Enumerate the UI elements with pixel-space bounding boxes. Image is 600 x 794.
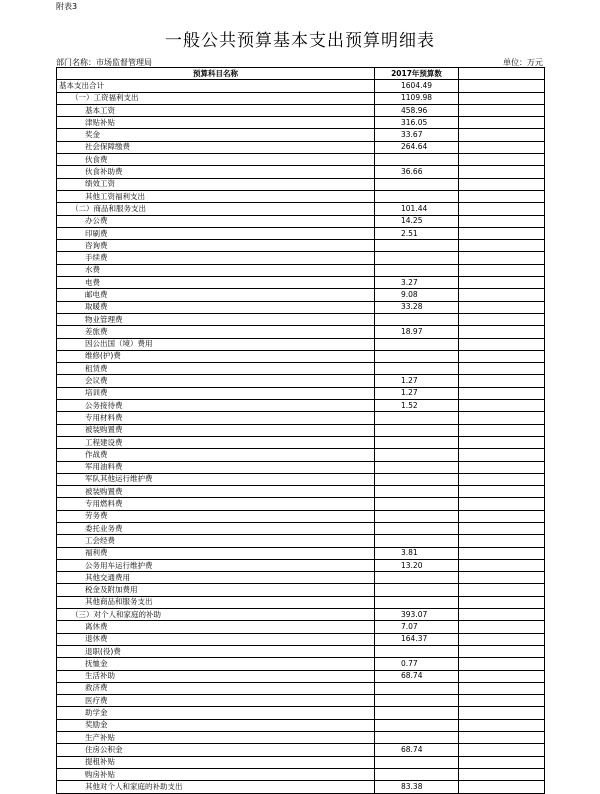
department-label: 部门名称：市场监督管理局 (56, 58, 152, 67)
table-row (57, 166, 545, 178)
row-value: 33.28 (375, 301, 459, 313)
table-row (57, 227, 545, 239)
row-value (375, 424, 459, 436)
row-empty (459, 461, 545, 473)
row-value: 264.64 (375, 141, 459, 153)
row-value (375, 510, 459, 522)
row-value (375, 473, 459, 485)
row-empty (459, 707, 545, 719)
row-value: 164.37 (375, 633, 459, 645)
row-empty (459, 326, 545, 338)
row-value: 1.27 (375, 387, 459, 399)
table-row (57, 510, 545, 522)
row-name: 抚恤金 (57, 658, 375, 670)
row-empty (459, 252, 545, 264)
row-name: 被装购置费 (57, 486, 375, 498)
row-empty (459, 178, 545, 190)
row-value (375, 645, 459, 657)
row-name: 印刷费 (57, 227, 375, 239)
table-row (57, 695, 545, 707)
row-value (375, 240, 459, 252)
row-empty (459, 154, 545, 166)
row-empty (459, 141, 545, 153)
row-name: 津贴补贴 (57, 117, 375, 129)
row-value: 101.44 (375, 203, 459, 215)
row-name: 其他对个人和家庭的补助支出 (57, 781, 375, 793)
row-empty (459, 473, 545, 485)
row-name: （二）商品和服务支出 (57, 203, 375, 215)
row-name: 住房公积金 (57, 744, 375, 756)
row-value (375, 313, 459, 325)
row-value: 2.51 (375, 227, 459, 239)
row-value (375, 252, 459, 264)
row-name: 退休费 (57, 633, 375, 645)
row-name: （三）对个人和家庭的补助 (57, 609, 375, 621)
table-row (57, 252, 545, 264)
row-value (375, 190, 459, 202)
row-value: 3.81 (375, 547, 459, 559)
table-row (57, 400, 545, 412)
row-name: 委托业务费 (57, 522, 375, 534)
row-name: 邮电费 (57, 289, 375, 301)
budget-table (56, 67, 545, 794)
row-value (375, 363, 459, 375)
table-row (57, 584, 545, 596)
row-empty (459, 117, 545, 129)
header-value: 2017年预算数 (375, 68, 459, 80)
row-empty (459, 449, 545, 461)
row-empty (459, 572, 545, 584)
row-name: 军队其他运行维护费 (57, 473, 375, 485)
row-empty (459, 621, 545, 633)
page-title: 一般公共预算基本支出预算明细表 (165, 31, 435, 51)
row-value (375, 707, 459, 719)
row-name: 生产补贴 (57, 732, 375, 744)
table-row (57, 387, 545, 399)
row-value (375, 264, 459, 276)
row-value (375, 596, 459, 608)
table-row (57, 732, 545, 744)
table-row (57, 682, 545, 694)
table-row (57, 572, 545, 584)
row-empty (459, 240, 545, 252)
table-row (57, 633, 545, 645)
row-name: 绩效工资 (57, 178, 375, 190)
table-row (57, 424, 545, 436)
row-value: 1604.49 (375, 80, 459, 92)
row-name: 物业管理费 (57, 313, 375, 325)
unit-label: 单位：万元 (503, 58, 543, 67)
row-empty (459, 301, 545, 313)
row-name: 退职(役)费 (57, 645, 375, 657)
row-empty (459, 166, 545, 178)
row-empty (459, 645, 545, 657)
row-name: 公务用车运行维护费 (57, 559, 375, 571)
table-row (57, 338, 545, 350)
row-empty (459, 190, 545, 202)
row-name: 办公费 (57, 215, 375, 227)
row-name: 工会经费 (57, 535, 375, 547)
header-name: 预算科目名称 (57, 68, 375, 80)
table-row (57, 559, 545, 571)
row-name: 咨询费 (57, 240, 375, 252)
row-value: 7.07 (375, 621, 459, 633)
row-name: 奖励金 (57, 719, 375, 731)
row-name: 社会保障缴费 (57, 141, 375, 153)
row-name: 租赁费 (57, 363, 375, 375)
row-name: 专用材料费 (57, 412, 375, 424)
row-empty (459, 338, 545, 350)
row-empty (459, 486, 545, 498)
table-row (57, 117, 545, 129)
table-row (57, 621, 545, 633)
row-name: 取暖费 (57, 301, 375, 313)
table-row (57, 486, 545, 498)
row-name: 提租补贴 (57, 756, 375, 768)
row-empty (459, 92, 545, 104)
row-value (375, 719, 459, 731)
row-empty (459, 670, 545, 682)
row-name: 手续费 (57, 252, 375, 264)
table-row (57, 473, 545, 485)
table-row (57, 547, 545, 559)
row-empty (459, 215, 545, 227)
row-empty (459, 756, 545, 768)
table-row (57, 129, 545, 141)
table-row (57, 449, 545, 461)
row-name: 水费 (57, 264, 375, 276)
row-name: 医疗费 (57, 695, 375, 707)
table-row (57, 522, 545, 534)
table-body (57, 80, 545, 793)
row-empty (459, 781, 545, 793)
row-name: 劳务费 (57, 510, 375, 522)
row-empty (459, 695, 545, 707)
row-empty (459, 412, 545, 424)
row-empty (459, 719, 545, 731)
table-row (57, 707, 545, 719)
row-name: 生活补助 (57, 670, 375, 682)
table-row (57, 240, 545, 252)
row-empty (459, 436, 545, 448)
row-name: 伙食补助费 (57, 166, 375, 178)
table-row (57, 535, 545, 547)
row-name: 作战费 (57, 449, 375, 461)
row-empty (459, 387, 545, 399)
row-empty (459, 559, 545, 571)
row-empty (459, 682, 545, 694)
row-name: 被装购置费 (57, 424, 375, 436)
row-value (375, 522, 459, 534)
row-name: 公务接待费 (57, 400, 375, 412)
table-row (57, 104, 545, 116)
row-empty (459, 264, 545, 276)
row-empty (459, 313, 545, 325)
row-value (375, 449, 459, 461)
row-value: 393.07 (375, 609, 459, 621)
row-empty (459, 658, 545, 670)
row-name: 税金及附加费用 (57, 584, 375, 596)
row-value: 458.96 (375, 104, 459, 116)
table-row (57, 781, 545, 793)
row-name: 奖金 (57, 129, 375, 141)
row-value: 1109.98 (375, 92, 459, 104)
row-value: 316.05 (375, 117, 459, 129)
table-row (57, 375, 545, 387)
row-value: 3.27 (375, 277, 459, 289)
table-row (57, 412, 545, 424)
row-value: 13.20 (375, 559, 459, 571)
row-value: 36.66 (375, 166, 459, 178)
row-empty (459, 129, 545, 141)
row-value (375, 498, 459, 510)
row-value: 1.52 (375, 400, 459, 412)
row-empty (459, 375, 545, 387)
table-row (57, 141, 545, 153)
row-empty (459, 522, 545, 534)
row-value: 1.27 (375, 375, 459, 387)
table-row (57, 609, 545, 621)
table-row (57, 670, 545, 682)
row-empty (459, 350, 545, 362)
row-empty (459, 289, 545, 301)
row-value (375, 461, 459, 473)
table-row (57, 768, 545, 780)
table-row (57, 203, 545, 215)
table-row (57, 154, 545, 166)
row-name: 培训费 (57, 387, 375, 399)
header-empty (459, 68, 545, 80)
row-value (375, 338, 459, 350)
row-name: 其他工资福利支出 (57, 190, 375, 202)
row-value: 68.74 (375, 670, 459, 682)
row-name: 助学金 (57, 707, 375, 719)
row-value: 83.38 (375, 781, 459, 793)
table-row (57, 645, 545, 657)
row-empty (459, 363, 545, 375)
row-empty (459, 277, 545, 289)
table-row (57, 498, 545, 510)
row-name: 其他交通费用 (57, 572, 375, 584)
row-name: 基本支出合计 (57, 80, 375, 92)
row-empty (459, 104, 545, 116)
row-name: 专用燃料费 (57, 498, 375, 510)
row-value (375, 436, 459, 448)
row-value (375, 572, 459, 584)
row-empty (459, 768, 545, 780)
table-row (57, 436, 545, 448)
row-value (375, 412, 459, 424)
row-name: 伙食费 (57, 154, 375, 166)
row-name: 离休费 (57, 621, 375, 633)
table-row (57, 215, 545, 227)
row-empty (459, 424, 545, 436)
row-empty (459, 633, 545, 645)
row-value (375, 535, 459, 547)
table-row (57, 301, 545, 313)
row-value (375, 486, 459, 498)
row-empty (459, 535, 545, 547)
row-empty (459, 227, 545, 239)
table-row (57, 350, 545, 362)
row-name: （一）工资福利支出 (57, 92, 375, 104)
row-name: 因公出国（境）费用 (57, 338, 375, 350)
table-row (57, 719, 545, 731)
row-name: 差旅费 (57, 326, 375, 338)
table-row (57, 277, 545, 289)
row-value (375, 682, 459, 694)
row-empty (459, 80, 545, 92)
row-empty (459, 547, 545, 559)
row-value: 0.77 (375, 658, 459, 670)
row-name: 会议费 (57, 375, 375, 387)
row-empty (459, 584, 545, 596)
table-row (57, 363, 545, 375)
table-header-row (57, 68, 545, 80)
row-name: 其他商品和服务支出 (57, 596, 375, 608)
table-row (57, 326, 545, 338)
table-row (57, 596, 545, 608)
attachment-label: 附表3 (56, 2, 78, 11)
table-row (57, 92, 545, 104)
row-name: 购房补贴 (57, 768, 375, 780)
row-empty (459, 203, 545, 215)
row-name: 军用油料费 (57, 461, 375, 473)
row-name: 基本工资 (57, 104, 375, 116)
row-empty (459, 609, 545, 621)
row-empty (459, 510, 545, 522)
row-value (375, 732, 459, 744)
table-row (57, 80, 545, 92)
row-value: 18.97 (375, 326, 459, 338)
table-row (57, 313, 545, 325)
row-value: 9.08 (375, 289, 459, 301)
row-value: 68.74 (375, 744, 459, 756)
row-empty (459, 732, 545, 744)
row-name: 维修(护)费 (57, 350, 375, 362)
row-name: 工程建设费 (57, 436, 375, 448)
row-name: 电费 (57, 277, 375, 289)
table-row (57, 461, 545, 473)
row-value (375, 695, 459, 707)
table-row (57, 264, 545, 276)
row-name: 福利费 (57, 547, 375, 559)
row-value (375, 756, 459, 768)
row-value (375, 350, 459, 362)
table-row (57, 658, 545, 670)
table-row (57, 756, 545, 768)
table-row (57, 289, 545, 301)
row-name: 救济费 (57, 682, 375, 694)
table-row (57, 190, 545, 202)
row-empty (459, 596, 545, 608)
row-value (375, 584, 459, 596)
table-row (57, 178, 545, 190)
row-empty (459, 498, 545, 510)
row-value (375, 768, 459, 780)
row-value: 14.25 (375, 215, 459, 227)
row-value: 33.67 (375, 129, 459, 141)
row-value (375, 178, 459, 190)
row-empty (459, 400, 545, 412)
row-value (375, 154, 459, 166)
